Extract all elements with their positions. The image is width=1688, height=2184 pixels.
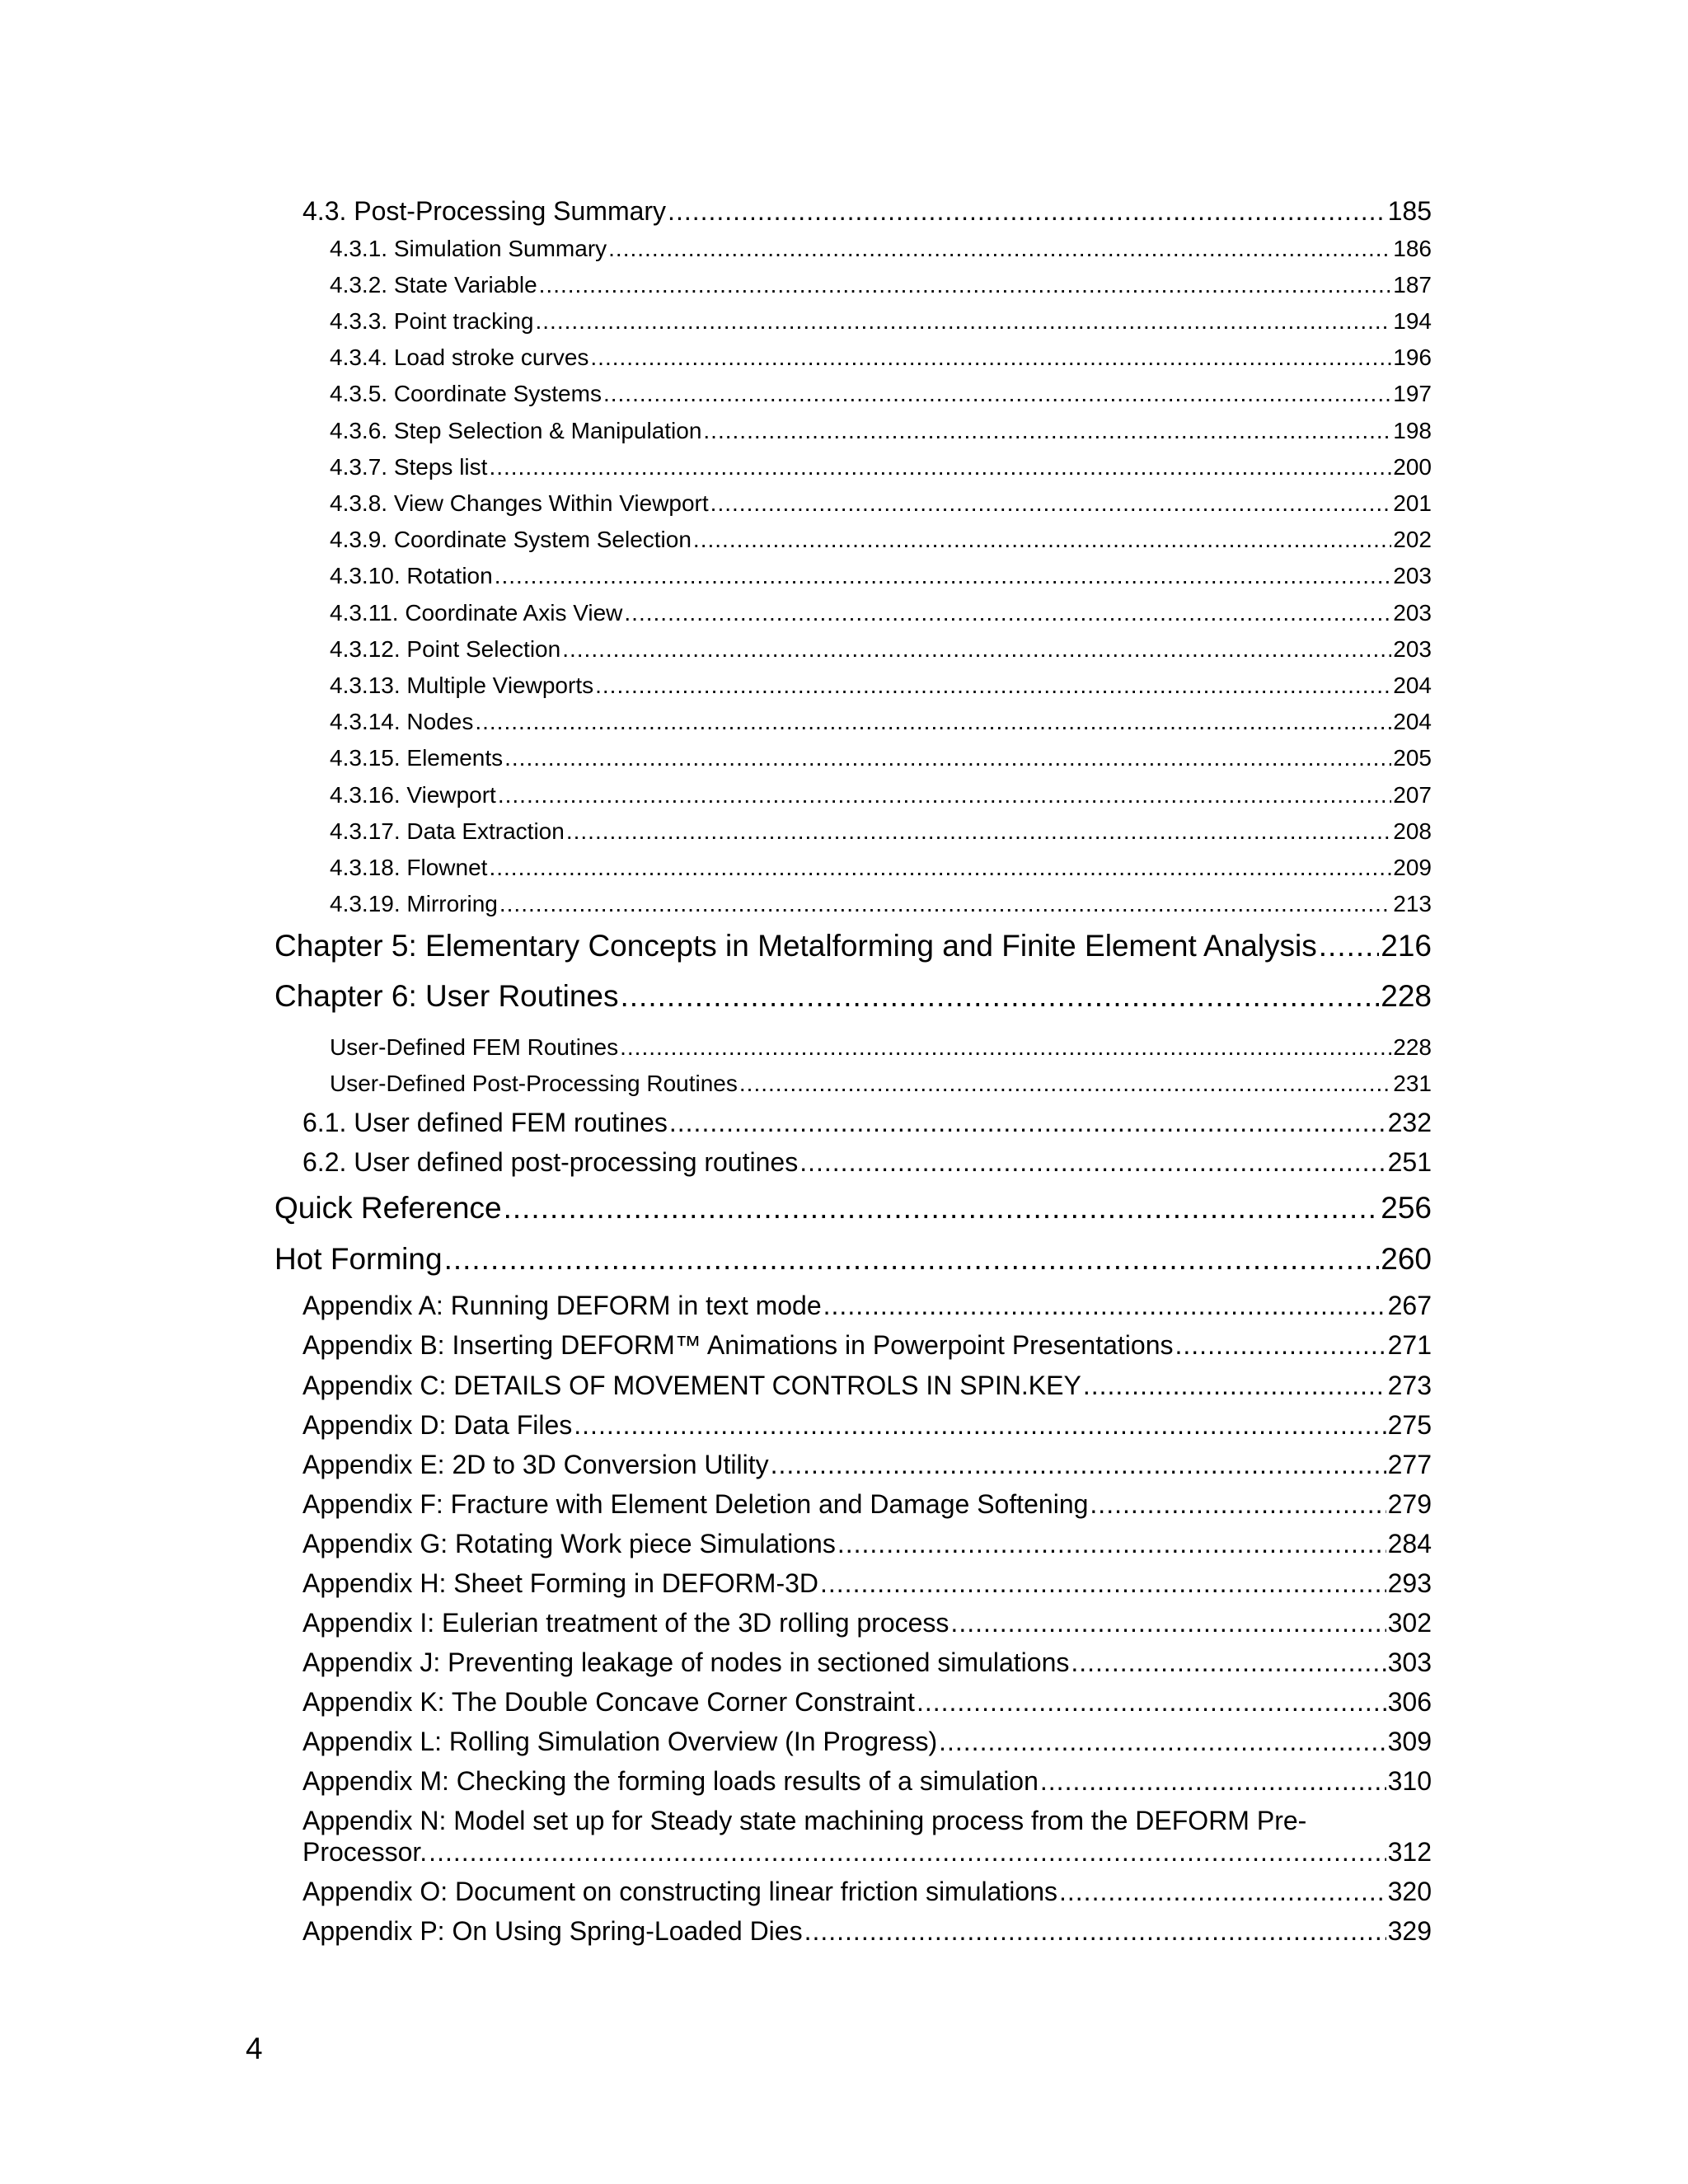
toc-entry-label: Quick Reference xyxy=(274,1191,502,1225)
toc-entry-label: Appendix E: 2D to 3D Conversion Utility xyxy=(302,1450,769,1479)
toc-entry-hot-forming[interactable] xyxy=(274,1242,1432,1277)
toc-entry-page: 232 xyxy=(1387,1108,1432,1137)
toc-entry-label: Appendix B: Inserting DEFORM™ Animations in Powerpoint Presentations xyxy=(302,1330,1174,1360)
dot-leader xyxy=(574,1410,1386,1441)
toc-entry-4-3-14[interactable] xyxy=(330,709,1432,735)
toc-entry-label: 4.3.19. Mirroring xyxy=(330,891,498,916)
dot-leader xyxy=(603,381,1391,407)
toc-entry-4-3-9[interactable] xyxy=(330,527,1432,553)
toc-entry-label: Appendix G: Rotating Work piece Simulations xyxy=(302,1529,836,1558)
toc-entry-label: Appendix H: Sheet Forming in DEFORM-3D xyxy=(302,1568,818,1598)
toc-entry-page: 275 xyxy=(1387,1410,1432,1440)
toc-entry-appendix-n[interactable] xyxy=(302,1837,1432,1868)
toc-entry-label: 4.3.10. Rotation xyxy=(330,563,493,588)
toc-entry-label: 4.3.2. State Variable xyxy=(330,272,537,298)
toc-entry-appendix-h[interactable] xyxy=(302,1568,1432,1599)
toc-entry-label: Appendix L: Rolling Simulation Overview (In Progress) xyxy=(302,1727,938,1756)
dot-leader xyxy=(804,1916,1386,1947)
dot-leader xyxy=(1059,1877,1386,1907)
toc-entry-label: 4.3. Post-Processing Summary xyxy=(302,196,667,226)
toc-entry-label: Processor. xyxy=(302,1837,428,1867)
toc-entry-4-3-4[interactable] xyxy=(330,344,1432,371)
toc-entry-page: 204 xyxy=(1393,709,1432,734)
dot-leader xyxy=(429,1837,1386,1868)
dot-leader xyxy=(799,1147,1386,1178)
toc-entry-label: 4.3.16. Viewport xyxy=(330,782,496,808)
toc-entry-4-3-10[interactable] xyxy=(330,563,1432,589)
toc-entry-page: 267 xyxy=(1387,1291,1432,1320)
toc-entry-page: 310 xyxy=(1387,1766,1432,1796)
toc-entry-label: Appendix C: DETAILS OF MOVEMENT CONTROLS IN SPIN.KEY xyxy=(302,1371,1081,1400)
toc-entry-4-3[interactable] xyxy=(302,196,1432,227)
toc-entry-4-3-13[interactable] xyxy=(330,673,1432,699)
page-number: 4 xyxy=(246,2032,263,2065)
toc-entry-page: 320 xyxy=(1387,1877,1432,1906)
dot-leader xyxy=(1175,1330,1386,1361)
toc-entry-page: 260 xyxy=(1381,1242,1432,1276)
toc-entry-4-3-15[interactable] xyxy=(330,745,1432,771)
toc-entry-label: 4.3.13. Multiple Viewports xyxy=(330,673,594,698)
toc-entry-user-defined-post-processing-routines[interactable] xyxy=(330,1071,1432,1097)
toc-entry-page: 203 xyxy=(1393,600,1432,626)
toc-entry-page: 208 xyxy=(1393,818,1432,844)
toc-entry-page: 204 xyxy=(1393,673,1432,698)
dot-leader xyxy=(939,1727,1386,1757)
toc-entry-label: 4.3.14. Nodes xyxy=(330,709,474,734)
toc-entry-page: 200 xyxy=(1393,454,1432,480)
dot-leader xyxy=(917,1687,1386,1718)
dot-leader xyxy=(444,1242,1380,1277)
toc-entry-label: Hot Forming xyxy=(274,1242,443,1276)
dot-leader xyxy=(504,745,1391,771)
toc-entry-label: 4.3.15. Elements xyxy=(330,745,504,771)
dot-leader xyxy=(823,1291,1386,1321)
dot-leader xyxy=(950,1608,1386,1638)
toc-entry-page: 196 xyxy=(1393,344,1432,370)
toc-entry-page: 203 xyxy=(1393,636,1432,662)
toc-entry-page: 185 xyxy=(1387,196,1432,226)
toc-entry-page: 228 xyxy=(1393,1034,1432,1060)
toc-entry-4-3-11[interactable] xyxy=(330,600,1432,626)
toc-entry-page: 329 xyxy=(1387,1916,1432,1946)
toc-entry-page: 209 xyxy=(1393,855,1432,880)
toc-entry-label: Appendix K: The Double Concave Corner Constraint xyxy=(302,1687,915,1717)
dot-leader xyxy=(771,1450,1386,1480)
toc-entry-label: 4.3.7. Steps list xyxy=(330,454,488,480)
toc-entry-appendix-m[interactable] xyxy=(302,1766,1432,1797)
toc-entry-page: 198 xyxy=(1393,418,1432,443)
toc-entry-label: 6.2. User defined post-processing routines xyxy=(302,1147,799,1177)
dot-leader xyxy=(489,855,1391,881)
toc-entry-label: 4.3.6. Step Selection & Manipulation xyxy=(330,418,702,443)
dot-leader xyxy=(837,1529,1386,1559)
toc-entry-page: 302 xyxy=(1387,1608,1432,1638)
toc-entry-label: User-Defined FEM Routines xyxy=(330,1034,619,1060)
toc-entry-page: 201 xyxy=(1393,490,1432,516)
toc-entry-page: 216 xyxy=(1381,929,1432,963)
toc-entry-label: Appendix A: Running DEFORM in text mode xyxy=(302,1291,822,1320)
toc-entry-4-3-17[interactable] xyxy=(330,818,1432,845)
toc-entry-appendix-i[interactable] xyxy=(302,1608,1432,1638)
toc-entry-4-3-19[interactable] xyxy=(330,891,1432,917)
toc-entry-quick-reference[interactable] xyxy=(274,1191,1432,1226)
toc-entry-appendix-b[interactable] xyxy=(302,1330,1432,1361)
dot-leader xyxy=(566,818,1391,845)
dot-leader xyxy=(1040,1766,1386,1797)
toc-entry-label: 4.3.12. Point Selection xyxy=(330,636,561,662)
toc-entry-4-3-12[interactable] xyxy=(330,636,1432,663)
dot-leader xyxy=(693,527,1391,553)
toc-entry-page: 231 xyxy=(1393,1071,1432,1096)
toc-entry-label: 6.1. User defined FEM routines xyxy=(302,1108,668,1137)
toc-entry-page: 203 xyxy=(1393,563,1432,588)
dot-leader xyxy=(499,891,1391,917)
toc-entry-4-3-18[interactable] xyxy=(330,855,1432,881)
toc-entry-chapter-5[interactable] xyxy=(274,929,1432,963)
dot-leader xyxy=(495,563,1392,589)
toc-entry-label: 4.3.4. Load stroke curves xyxy=(330,344,589,370)
dot-leader xyxy=(1071,1647,1386,1678)
toc-entry-label: Appendix I: Eulerian treatment of the 3D rolling process xyxy=(302,1608,950,1638)
toc-entry-4-3-6[interactable] xyxy=(330,418,1432,444)
toc-entry-page: 277 xyxy=(1387,1450,1432,1479)
toc-entry-label: Chapter 5: Elementary Concepts in Metalforming and Finite Element Analysis xyxy=(274,929,1317,963)
dot-leader xyxy=(590,344,1391,371)
toc-entry-label: Appendix D: Data Files xyxy=(302,1410,573,1440)
toc-entry-page: 187 xyxy=(1393,272,1432,298)
toc-entry-label: Appendix J: Preventing leakage of nodes in sectioned simulations xyxy=(302,1647,1070,1677)
dot-leader xyxy=(710,490,1392,517)
dot-leader xyxy=(535,308,1391,335)
toc-entry-page: 271 xyxy=(1387,1330,1432,1360)
toc-entry-page: 279 xyxy=(1387,1489,1432,1519)
toc-entry-page: 205 xyxy=(1393,745,1432,771)
dot-leader xyxy=(489,454,1391,480)
toc-entry-label: 4.3.8. View Changes Within Viewport xyxy=(330,490,709,516)
dot-leader xyxy=(595,673,1391,699)
dot-leader xyxy=(498,782,1391,808)
dot-leader xyxy=(820,1568,1386,1599)
toc-entry-appendix-g[interactable] xyxy=(302,1529,1432,1559)
toc-entry-4-3-5[interactable] xyxy=(330,381,1432,407)
toc-entry-label: Appendix M: Checking the forming loads results of a simulation xyxy=(302,1766,1039,1796)
toc-entry-appendix-d[interactable] xyxy=(302,1410,1432,1441)
dot-leader xyxy=(620,979,1379,1014)
toc-entry-label: Appendix P: On Using Spring-Loaded Dies xyxy=(302,1916,803,1946)
toc-entry-4-3-7[interactable] xyxy=(330,454,1432,480)
toc-entry-page: 202 xyxy=(1393,527,1432,552)
toc-entry-page: 309 xyxy=(1387,1727,1432,1756)
toc-entry-label: 4.3.9. Coordinate System Selection xyxy=(330,527,692,552)
toc-entry-6-2[interactable] xyxy=(302,1147,1432,1178)
toc-entry-label: Appendix F: Fracture with Element Deletion and Damage Softening xyxy=(302,1489,1089,1519)
toc-entry-page: 303 xyxy=(1387,1647,1432,1677)
toc-entry-label: Appendix O: Document on constructing linear friction simulations xyxy=(302,1877,1057,1906)
dot-leader xyxy=(668,196,1386,227)
toc-entry-label: 4.3.1. Simulation Summary xyxy=(330,236,607,261)
toc-entry-4-3-3[interactable] xyxy=(330,308,1432,335)
toc-entry-page: 273 xyxy=(1387,1371,1432,1400)
toc-entry-page: 228 xyxy=(1381,979,1432,1013)
toc-entry-appendix-p[interactable] xyxy=(302,1916,1432,1947)
toc-entry-label: 4.3.3. Point tracking xyxy=(330,308,534,334)
toc-entry-page: 197 xyxy=(1393,381,1432,406)
dot-leader xyxy=(739,1071,1391,1097)
toc-entry-page: 251 xyxy=(1387,1147,1432,1177)
toc-entry-page: 186 xyxy=(1393,236,1432,261)
toc-entry-appendix-l[interactable] xyxy=(302,1727,1432,1757)
toc-entry-label: 4.3.17. Data Extraction xyxy=(330,818,565,844)
toc-entry-appendix-e[interactable] xyxy=(302,1450,1432,1480)
dot-leader xyxy=(1083,1371,1386,1401)
toc-entry-4-3-16[interactable] xyxy=(330,782,1432,808)
toc-entry-appendix-n-line1[interactable]: Appendix N: Model set up for Steady state machining process from the DEFORM Pre- xyxy=(302,1806,1307,1835)
dot-leader xyxy=(504,1191,1380,1226)
toc-entry-page: 194 xyxy=(1393,308,1432,334)
dot-leader xyxy=(608,236,1391,262)
dot-leader xyxy=(475,709,1391,735)
toc-entry-page: 312 xyxy=(1387,1837,1432,1867)
toc-entry-page: 306 xyxy=(1387,1687,1432,1717)
toc-entry-page: 256 xyxy=(1381,1191,1432,1225)
dot-leader xyxy=(1090,1489,1386,1520)
dot-leader xyxy=(669,1108,1386,1138)
toc-entry-chapter-6[interactable] xyxy=(274,979,1432,1014)
toc-entry-label: Chapter 6: User Routines xyxy=(274,979,619,1013)
toc-entry-4-3-8[interactable] xyxy=(330,490,1432,517)
toc-entry-appendix-c[interactable] xyxy=(302,1371,1432,1401)
dot-leader xyxy=(624,600,1391,626)
toc-entry-label: 4.3.11. Coordinate Axis View xyxy=(330,600,623,626)
toc-entry-label: 4.3.5. Coordinate Systems xyxy=(330,381,602,406)
dot-leader xyxy=(562,636,1391,663)
toc-entry-6-1[interactable] xyxy=(302,1108,1432,1138)
toc-entry-label: User-Defined Post-Processing Routines xyxy=(330,1071,738,1096)
toc-entry-page: 284 xyxy=(1387,1529,1432,1558)
dot-leader xyxy=(539,272,1392,298)
toc-entry-appendix-a[interactable] xyxy=(302,1291,1432,1321)
dot-leader xyxy=(620,1034,1391,1061)
dot-leader xyxy=(1319,929,1379,963)
toc-entry-label: 4.3.18. Flownet xyxy=(330,855,488,880)
toc-entry-4-3-1[interactable] xyxy=(330,236,1432,262)
toc-entry-page: 213 xyxy=(1393,891,1432,916)
toc-entry-page: 293 xyxy=(1387,1568,1432,1598)
toc-entry-appendix-o[interactable] xyxy=(302,1877,1432,1907)
toc-entry-4-3-2[interactable] xyxy=(330,272,1432,298)
toc-entry-appendix-j[interactable] xyxy=(302,1647,1432,1678)
toc-entry-appendix-k[interactable] xyxy=(302,1687,1432,1718)
toc-entry-user-defined-fem-routines[interactable] xyxy=(330,1034,1432,1061)
dot-leader xyxy=(703,418,1391,444)
toc-entry-appendix-f[interactable] xyxy=(302,1489,1432,1520)
toc-entry-page: 207 xyxy=(1393,782,1432,808)
